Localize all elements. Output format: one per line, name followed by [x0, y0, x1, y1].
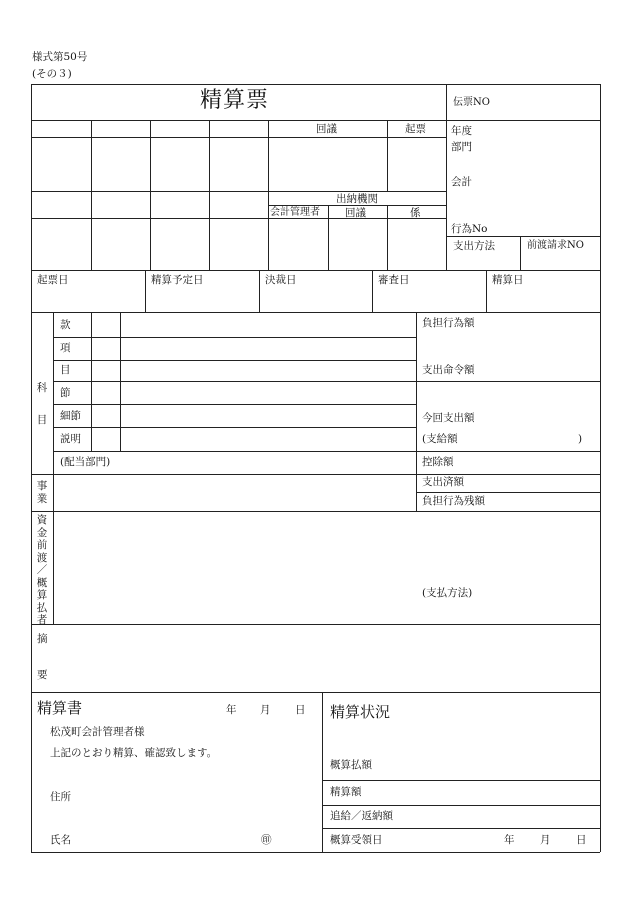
kaikei-label: 会計 — [451, 176, 472, 188]
seal-mark: ㊞ — [261, 834, 272, 846]
zento-no-label: 前渡請求NO — [527, 240, 584, 251]
shimei-label: 氏名 — [50, 834, 71, 846]
kakari-label: 係 — [410, 207, 421, 219]
kamoku-row-moku: 目 — [60, 364, 71, 376]
kyufu-gaku-close: ) — [578, 433, 583, 445]
seisan-gaku-label: 精算額 — [330, 786, 362, 798]
seisansho-title: 精算書 — [37, 699, 83, 717]
kamoku-row-setsumei: 説明 — [60, 433, 81, 445]
kamoku-label: 科目 — [36, 382, 48, 426]
juryo-year: 年 — [504, 834, 515, 846]
konkai-shishutsu-gaku-label: 今回支出額 — [422, 412, 475, 424]
futan-zan-gaku-label: 負担行為残額 — [422, 495, 485, 507]
gaisan-juryo-bi-label: 概算受領日 — [330, 834, 383, 846]
addressee: 松茂町会計管理者様 — [50, 726, 145, 738]
kaigi-label: 回議 — [316, 123, 337, 135]
tekiyo-label-a: 摘 — [37, 633, 48, 645]
juryo-day: 日 — [576, 834, 587, 846]
jokyo-title: 精算状況 — [330, 703, 391, 721]
form-title: 精算票 — [200, 88, 270, 113]
seisan-yotei-label: 精算予定日 — [151, 274, 204, 286]
seisansho-year: 年 — [226, 704, 237, 716]
tekiyo-label-b: 要 — [37, 669, 48, 681]
haito-bumon-label: (配当部門) — [60, 456, 111, 468]
form-number: 様式第50号 — [32, 51, 88, 63]
bumon-label: 部門 — [451, 141, 472, 153]
kyufu-gaku-label: (支給額 — [422, 433, 458, 445]
koujo-gaku-label: 控除額 — [422, 456, 454, 468]
kamoku-row-saisetsu: 細節 — [60, 410, 81, 422]
juryo-month: 月 — [540, 834, 551, 846]
tsuikyu-hennou-label: 追給／返納額 — [330, 810, 393, 822]
kamoku-row-kou: 項 — [60, 342, 71, 354]
shishutsu-zumi-gaku-label: 支出済額 — [422, 476, 464, 488]
denpyo-no-label: 伝票NO — [453, 97, 490, 108]
shinsa-bi-label: 審査日 — [378, 274, 410, 286]
shishutsu-meirei-gaku-label: 支出命令額 — [422, 364, 475, 376]
kihyo-bi-label: 起票日 — [37, 274, 69, 286]
kaigi2-label: 回議 — [345, 207, 366, 219]
kamoku-row-kan: 款 — [60, 319, 71, 331]
shikin-zento-label: 資金前渡／概算払者 — [36, 514, 48, 626]
kessai-bi-label: 決裁日 — [265, 274, 297, 286]
seisan-bi-label: 精算日 — [492, 274, 524, 286]
koui-no-label: 行為No — [451, 223, 488, 235]
kihyo-label: 起票 — [405, 123, 426, 135]
seisansho-month: 月 — [260, 704, 271, 716]
shishutsu-houhou-label: 支出方法 — [453, 240, 495, 252]
futan-koui-gaku-label: 負担行為額 — [422, 317, 475, 329]
form-subnumber: (その３) — [32, 68, 72, 80]
confirm-statement: 上記のとおり精算、確認致します。 — [50, 747, 218, 759]
nendo-label: 年度 — [451, 125, 472, 137]
shiharai-houhou-label: (支払方法) — [422, 587, 473, 599]
suitou-kikan-label: 出納機関 — [336, 193, 378, 205]
gaisan-barai-gaku-label: 概算払額 — [330, 759, 372, 771]
kaikei-kanrisha-label: 会計管理者 — [270, 207, 320, 218]
seisansho-day: 日 — [295, 704, 306, 716]
jigyo-label: 事業 — [36, 480, 48, 505]
jusho-label: 住所 — [50, 791, 71, 803]
kamoku-row-setsu: 節 — [60, 387, 71, 399]
